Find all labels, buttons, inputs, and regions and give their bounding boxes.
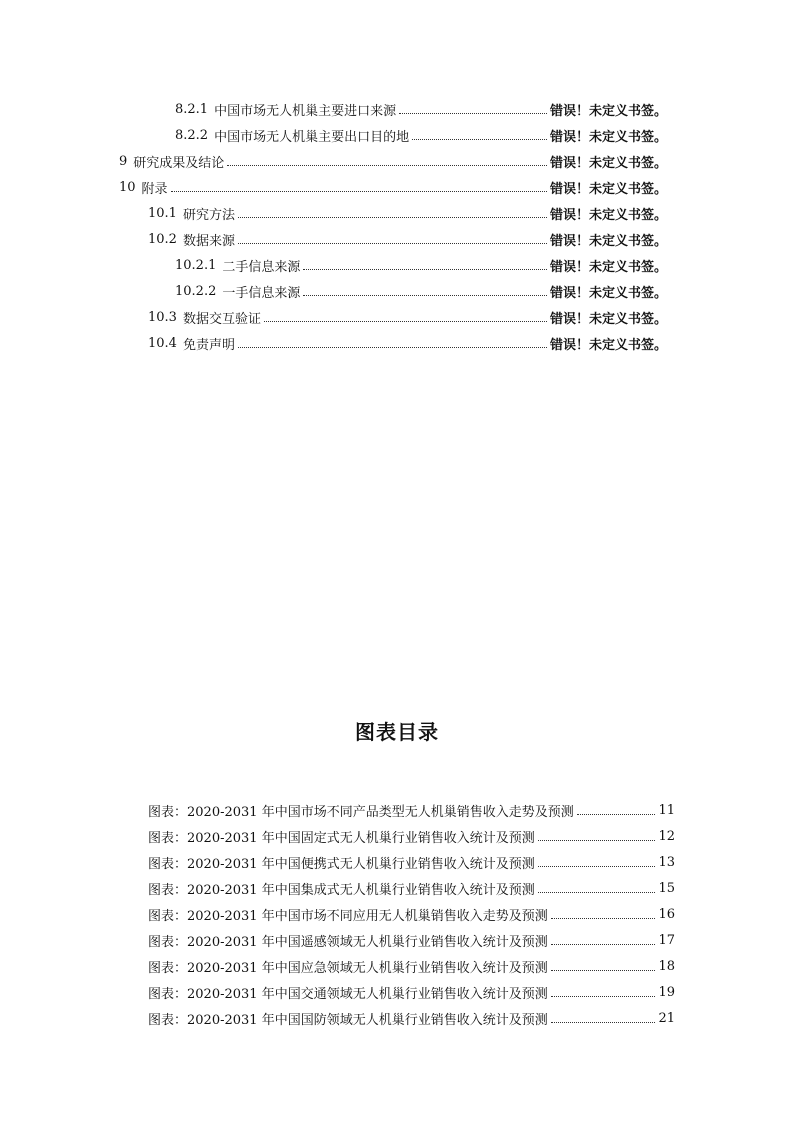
dot-leader <box>238 243 547 244</box>
figure-entry-page: 18 <box>658 958 675 974</box>
dot-leader <box>264 321 547 322</box>
toc-entry-title: 二手信息来源 <box>222 259 301 275</box>
dot-leader <box>538 840 656 841</box>
toc-entry-number: 10.2 <box>148 231 177 247</box>
toc-entry-error: 错误！未定义书签。 <box>549 337 667 353</box>
figure-entry[interactable] <box>148 901 675 927</box>
toc-entry[interactable] <box>119 148 667 174</box>
figure-entry-page: 17 <box>658 932 675 948</box>
figure-entry-label: 图表：2020-2031 年中国国防领域无人机巢行业销售收入统计及预测 <box>148 1012 548 1028</box>
toc-entry-error: 错误！未定义书签。 <box>549 285 667 301</box>
toc-entry[interactable] <box>175 96 667 122</box>
toc-entry-title: 免责声明 <box>182 337 235 353</box>
toc-entry-error: 错误！未定义书签。 <box>549 233 667 249</box>
dot-leader <box>538 866 656 867</box>
figure-entry[interactable] <box>148 1005 675 1031</box>
toc-entry[interactable] <box>148 226 667 252</box>
toc-entry-title: 数据交互验证 <box>182 311 261 327</box>
dot-leader <box>227 165 547 166</box>
figure-entry[interactable] <box>148 979 675 1005</box>
figure-entry-page: 16 <box>658 906 675 922</box>
figure-entry-label: 图表：2020-2031 年中国遥感领域无人机巢行业销售收入统计及预测 <box>148 934 548 950</box>
toc-entry-number: 10.2.1 <box>175 257 217 273</box>
toc-entry-number: 10.3 <box>148 309 177 325</box>
toc-entry-title: 数据来源 <box>182 233 235 249</box>
dot-leader <box>538 892 656 893</box>
figure-entry-page: 12 <box>658 828 675 844</box>
figure-entry-label: 图表：2020-2031 年中国交通领域无人机巢行业销售收入统计及预测 <box>148 986 548 1002</box>
dot-leader <box>238 347 547 348</box>
dot-leader <box>577 814 656 815</box>
figure-entry-label: 图表：2020-2031 年中国固定式无人机巢行业销售收入统计及预测 <box>148 830 535 846</box>
toc-entry-error: 错误！未定义书签。 <box>549 129 667 145</box>
toc-entry-number: 10 <box>119 179 136 195</box>
toc-entry-title: 中国市场无人机巢主要出口目的地 <box>214 129 410 145</box>
dot-leader <box>303 269 547 270</box>
toc-entry[interactable] <box>175 252 667 278</box>
toc-entry-number: 10.4 <box>148 335 177 351</box>
toc-entry-error: 错误！未定义书签。 <box>549 155 667 171</box>
dot-leader <box>412 139 547 140</box>
toc-entry-error: 错误！未定义书签。 <box>549 259 667 275</box>
figure-entry-page: 13 <box>658 854 675 870</box>
figure-entry-label: 图表：2020-2031 年中国市场不同应用无人机巢销售收入走势及预测 <box>148 908 548 924</box>
figure-entry-label: 图表：2020-2031 年中国市场不同产品类型无人机巢销售收入走势及预测 <box>148 804 574 820</box>
toc-entry-error: 错误！未定义书签。 <box>549 311 667 327</box>
toc-entry-title: 研究成果及结论 <box>133 155 225 171</box>
toc-entry-title: 一手信息来源 <box>222 285 301 301</box>
toc-entry-number: 9 <box>119 153 128 169</box>
figure-entry-page: 11 <box>658 802 675 818</box>
figure-entry-page: 19 <box>658 984 675 1000</box>
dot-leader <box>303 295 547 296</box>
dot-leader <box>238 217 547 218</box>
toc-entry[interactable] <box>148 330 667 356</box>
dot-leader <box>399 113 547 114</box>
dot-leader <box>551 918 656 919</box>
figure-entry[interactable] <box>148 797 675 823</box>
figure-entry-label: 图表：2020-2031 年中国应急领域无人机巢行业销售收入统计及预测 <box>148 960 548 976</box>
figure-entry-label: 图表：2020-2031 年中国便携式无人机巢行业销售收入统计及预测 <box>148 856 535 872</box>
figure-entry[interactable] <box>148 953 675 979</box>
figure-entry[interactable] <box>148 849 675 875</box>
toc-entry[interactable] <box>148 200 667 226</box>
figures-heading: 图表目录 <box>355 720 439 744</box>
toc-entry[interactable] <box>175 122 667 148</box>
toc-entry-title: 附录 <box>141 181 168 197</box>
toc-entry[interactable] <box>175 278 667 304</box>
dot-leader <box>551 970 656 971</box>
dot-leader <box>551 1022 656 1023</box>
toc-entry[interactable] <box>119 174 667 200</box>
toc-entry-title: 中国市场无人机巢主要进口来源 <box>214 103 397 119</box>
toc-entry-number: 8.2.1 <box>175 101 209 117</box>
figure-entry[interactable] <box>148 927 675 953</box>
dot-leader <box>171 191 547 192</box>
toc-entry-error: 错误！未定义书签。 <box>549 181 667 197</box>
toc-entry[interactable] <box>148 304 667 330</box>
toc-entry-number: 10.2.2 <box>175 283 217 299</box>
toc-entry-error: 错误！未定义书签。 <box>549 207 667 223</box>
toc-entry-title: 研究方法 <box>182 207 235 223</box>
dot-leader <box>551 944 656 945</box>
figure-entry[interactable] <box>148 875 675 901</box>
figure-entry[interactable] <box>148 823 675 849</box>
toc-entry-number: 8.2.2 <box>175 127 209 143</box>
toc-entry-number: 10.1 <box>148 205 177 221</box>
figure-entry-page: 21 <box>658 1010 675 1026</box>
toc-entry-error: 错误！未定义书签。 <box>549 103 667 119</box>
figure-entry-label: 图表：2020-2031 年中国集成式无人机巢行业销售收入统计及预测 <box>148 882 535 898</box>
figure-entry-page: 15 <box>658 880 675 896</box>
dot-leader <box>551 996 656 997</box>
